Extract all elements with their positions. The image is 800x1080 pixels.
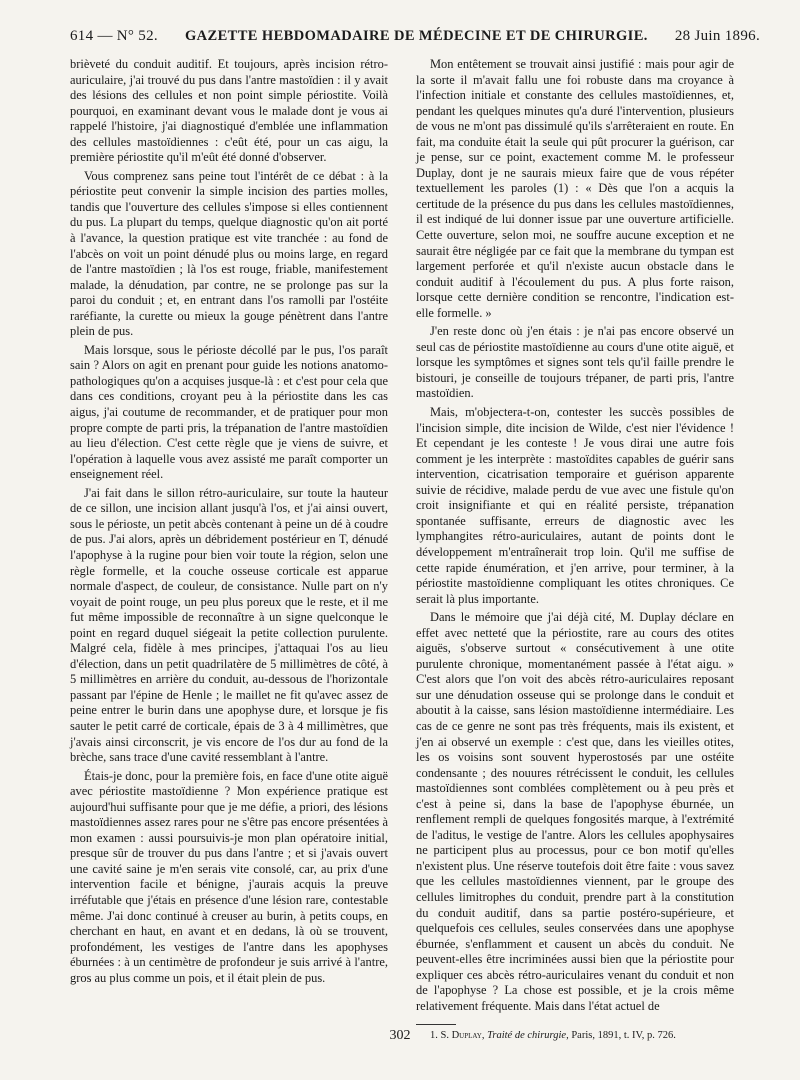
text-columns [70, 57, 760, 1042]
paragraph: brièveté du conduit auditif. Et toujours, après incision rétro-auriculaire, j'ai trouvé du pus dans l'antre mastoïdien : il y avait des lésions des cellules et non point simple périostite. Voilà pourquoi, en examinant devant vous le malade dont je vous ai rappelé l'histoire, j'ai diagnostiqué d'emblée une inflammation des cellules mastoïdiennes : c'eût été, pour un cas aigu, la première périostite qu'il m'eût été donné d'observer. [70, 57, 388, 165]
footnote-marker: 1. [430, 1030, 438, 1042]
issue-date: 28 Juin 1896. [674, 28, 760, 44]
paragraph: Étais-je donc, pour la première fois, en face d'une otite aiguë avec périostite mastoïdienne ? Mon expérience pratique est aujourd'hui suffisante pour que je me défie, a priori, des lésions mastoïdiennes assez rares pour ne s'être pas encore présentées à mon examen : aussi poursuivis-je mon plan opératoire initial, presque sûr de trouver du pus dans l'antre ; et si j'avais ouvert une cavité saine je m'en serais vite consolé, car, au prix d'une intervention facile et bénigne, j'aurais acquis la preuve irréfutable que j'étais en présence d'une lésion rare, contestable même. J'ai donc continué à creuser au burin, à petits coups, en cherchant en haut, en avant et en dedans, là où se trouvent, profondément, les vestiges de l'antre dans les apophyses éburnées : à un centimètre de profondeur je suis arrivé à l'antre, gros au plus comme un pois, et il était plein de pus. [70, 768, 388, 985]
footnote-divider [416, 1024, 456, 1025]
paragraph: Vous comprenez sans peine tout l'intérêt de ce débat : à la périostite peut convenir la simple incision des parties molles, tandis que l'ouverture des cellules s'impose si elles contiennent du pus. La plupart du temps, quelque diagnostic qu'on ait porté à l'avance, la question pratique est vite tranchée : au fond de l'abcès on voit un point dénudé plus ou moins large, en regard de l'antre mastoïdien ; là l'os est rouge, friable, manifestement malade, la dénudation, par contre, ne se prolonge pas sur la paroi du conduit ; et, en entrant dans l'os ramolli par l'ostéite raréfiante, la curette ou mieux la gouge pénètrent dans l'antre plein de pus. [70, 168, 388, 339]
journal-title: GAZETTE HEBDOMADAIRE DE MÉDECINE ET DE CHIRURGIE. [184, 28, 648, 44]
footnote-details: Paris, 1891, t. IV, p. 726. [571, 1030, 676, 1042]
folio-number: 302 [389, 1028, 411, 1043]
footnote-work: Traité de chirurgie, [487, 1030, 569, 1042]
left-column [70, 57, 388, 1042]
right-column [416, 57, 734, 1042]
page-reference: 614 — N° 52. [70, 28, 158, 44]
paragraph: Mais, m'objectera-t-on, contester les succès possibles de l'incision simple, dite incision de Wilde, c'est nier l'évidence ! Et cependant je les conteste ! Je vous dirai une autre fois comment je les interprète : mastoïdites capables de guérir sans intervention, cicatrisation temporaire et guérison apparente suivie de récidive, malade perdu de vue avec une fistule qu'on croit insignifiante et qui en réalité persiste, trépanation spontanée suffisante, erreurs de diagnostic avec les lymphangites rétro-auriculaires, autant de points dont le développement m'entraînerait trop loin. Qu'il me suffise de cette rapide énumération, et j'en arrive, pour terminer, à la périostite mastoïdienne compliquant les otites chroniques. Ce serait là plus importante. [416, 405, 734, 606]
running-head [70, 28, 760, 49]
paragraph: J'ai fait dans le sillon rétro-auriculaire, sur toute la hauteur de ce sillon, une incision allant jusqu'à l'os, et j'ai ainsi ouvert, sous le périoste, un petit abcès contenant à peine un dé à coudre de pus. J'ai alors, après un débridement postérieur en T, dénudé l'apophyse à la rugine pour bien voir toute la région, selon une règle formelle, et la couche osseuse corticale est apparue normale d'aspect, de couleur, de consistance. Nulle part on n'y voyait de point rouge, un peu plus poreux que le reste, et il me fut même impossible de reconnaître à un signe quelconque le point en regard duquel siégeait la petite collection purulente. Malgré cela, fidèle à mes principes, j'attaquai l'os au lieu d'élection, dans un petit quadrilatère de 5 millimètres de côté, à 5 millimètres en arrière du conduit, au-dessous de l'horizontale passant par l'épine de Henle ; le maillet ne fit qu'avec assez de peine entrer le burin dans une apophyse dure, et lorsque je fis sauter le petit carré de corticale, épais de 3 à 4 millimètres, que j'avais ainsi circonscrit, je vis encore de l'os dur au fond de la brèche, sans trace d'une cavité ressemblant à l'antre. [70, 485, 388, 765]
paragraph: Mais lorsque, sous le périoste décollé par le pus, l'os paraît sain ? Alors on agit en prenant pour guide les notions anatomo-pathologiques qu'on a acquises jusque-là : et c'est pour cela que dans ces conditions, croyant peu à la périostite dans les cas aigus, j'ai coutume de recommander, et de pratiquer pour mon propre compte de parti pris, la trépanation de l'antre mastoïdien au lieu d'élection. C'est cette règle que je viens de suivre, et l'opération à laquelle vous avez assisté me paraît comporter un enseignement réel. [70, 342, 388, 482]
paragraph: J'en reste donc où j'en étais : je n'ai pas encore observé un seul cas de périostite mastoïdienne au cours d'une otite aiguë, et lorsque les symptômes et signes sont tels qu'il faille prendre le bistouri, je conseille de toujours trépaner, de parti pris, l'antre mastoïdien. [416, 324, 734, 401]
footnote-author: S. Duplay, [440, 1030, 485, 1042]
paragraph: Dans le mémoire que j'ai déjà cité, M. Duplay déclare en effet avec netteté que la périostite, rare au cours des otites aiguës, s'observe surtout « consécutivement à une otite purulente chronique, momentanément passée à l'état aigu. » C'est alors que l'on voit des abcès rétro-auriculaires reposant sur une dénudation osseuse qui se prolonge dans le conduit et aboutit à la caisse, sans lésion mastoïdienne intermédiaire. Les cas de ce genre ne sont pas très fréquents, mais ils existent, et j'en ai observé un exemple : c'est que, dans les vieilles otites, les os voisins sont souvent hyperostosés par une ostéite condensante ; des nouures rétrécissent le conduit, les cellules mastoïdiennes sont comblées complètement ou à peu près et c'est à peine si, dans la base de l'apophyse éburnée, un renflement rempli de quelques fongosités marque, à l'extrémité de l'aditus, le vestige de l'antre. Alors les cellules apophysaires ne participent plus au processus, pour ce bon motif qu'elles n'existent plus. Une réserve toutefois doit être faite : vous savez que les cellules mastoïdiennes viennent, par le groupe des cellules limitrophes du conduit, prendre part à la constitution du conduit auditif, dans sa partie postéro-supérieure, et quelquefois ces cellules, seules conservées dans une apophyse éburnée, s'enflamment et causent un abcès du conduit. Ne peuvent-elles être incriminées aussi bien que la périostite pour expliquer ces abcès rétro-auriculaires venant du conduit et non de l'apophyse ? La chose est possible, et je la crois même relativement fréquente. Mais dans l'état actuel de [416, 610, 734, 1013]
paragraph: Mon entêtement se trouvait ainsi justifié : mais pour agir de la sorte il m'avait fallu une foi robuste dans ma croyance à l'infection initiale et constante des cellules mastoïdiennes, et, pendant les quelques minutes qu'a duré l'intervention, plusieurs de vous ne m'ont pas dissimulé qu'ils s'arrêteraient en route. En fait, ma conduite était la seule qui pût procurer la guérison, car je pense, sur ce point, exactement comme M. le professeur Duplay, dont je ne saurais mieux faire que de vous répéter textuellement les paroles (1) : « Dès que l'on a acquis la certitude de la présence du pus dans les cellules mastoïdiennes, il est indiqué de lui donner issue par une ouverture artificielle. Cette ouverture, selon moi, ne souffre aucune exception et ne saurait être négligée par ce fait que la membrane du tympan est largement perforée et qu'il n'existe aucun obstacle dans le conduit auditif à l'écoulement du pus. A plus forte raison, lorsque cette dernière condition se rencontre, l'indication est-elle formelle. » [416, 57, 734, 320]
